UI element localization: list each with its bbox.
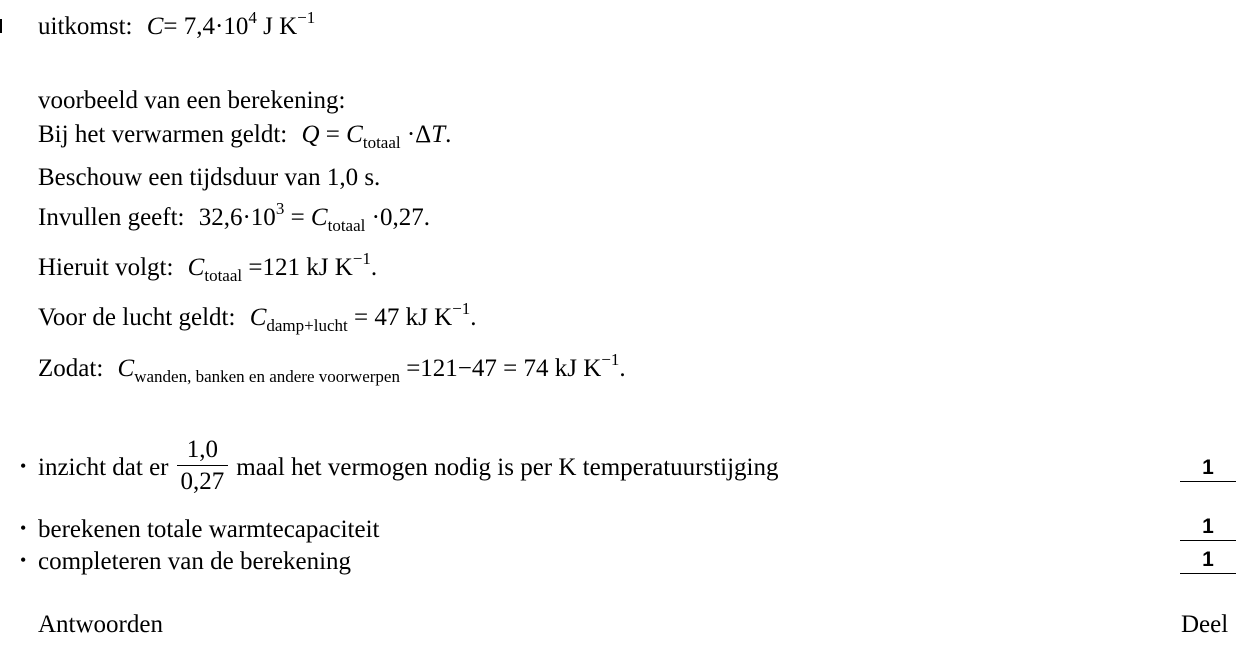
outcome-line (38, 8, 316, 42)
footer-answers: Antwoorden (38, 611, 163, 638)
fraction: $\frac{1,0}{0,27}$ (177, 435, 229, 498)
criterion-insight: • inzicht dat er $\frac{1,0}{0,27}$ maal het vermogen nodig is per K temperatuurstijging (20, 438, 778, 501)
example-line-air: Voor de lucht geldt: $C_{damp+lucht} = 47$ kJ $K^{-1}$. (38, 299, 477, 335)
footer-part: Deel (1181, 611, 1229, 638)
outcome-formula: $C= 7,4\cdot 10^4$ J $K^{-1}$ (146, 8, 316, 40)
criterion-total-heat-capacity: • berekenen totale warmtecapaciteit (20, 516, 380, 543)
score-insight: 1 (1180, 455, 1236, 482)
example-line-substitute: Invullen geeft: $32,6\cdot 10^3 = C_{totaal} \cdot 0,27$. (38, 199, 430, 235)
example-line-result: Hieruit volgt: $C_{totaal} =121$ kJ $K^{-1}$. (38, 249, 378, 285)
example-line-heating: Bij het verwarmen geldt: $Q = C_{totaal} \cdot\Delta T$. (38, 121, 452, 152)
score-complete-calculation: 1 (1180, 547, 1236, 574)
outcome-label: uitkomst: (38, 13, 133, 40)
example-line-conclusion: Zodat: $C_{wanden, banken en andere voorwerpen} =121-47 = 74$ kJ $K^{-1}$. (38, 350, 626, 386)
score-total-heat-capacity: 1 (1180, 514, 1236, 541)
example-heading: voorbeeld van een berekening: (38, 87, 346, 114)
answer-checkbox (0, 19, 2, 33)
criterion-complete-calculation: • completeren van de berekening (20, 548, 352, 575)
example-line-duration: Beschouw een tijdsduur van 1,0 s. (38, 164, 381, 191)
